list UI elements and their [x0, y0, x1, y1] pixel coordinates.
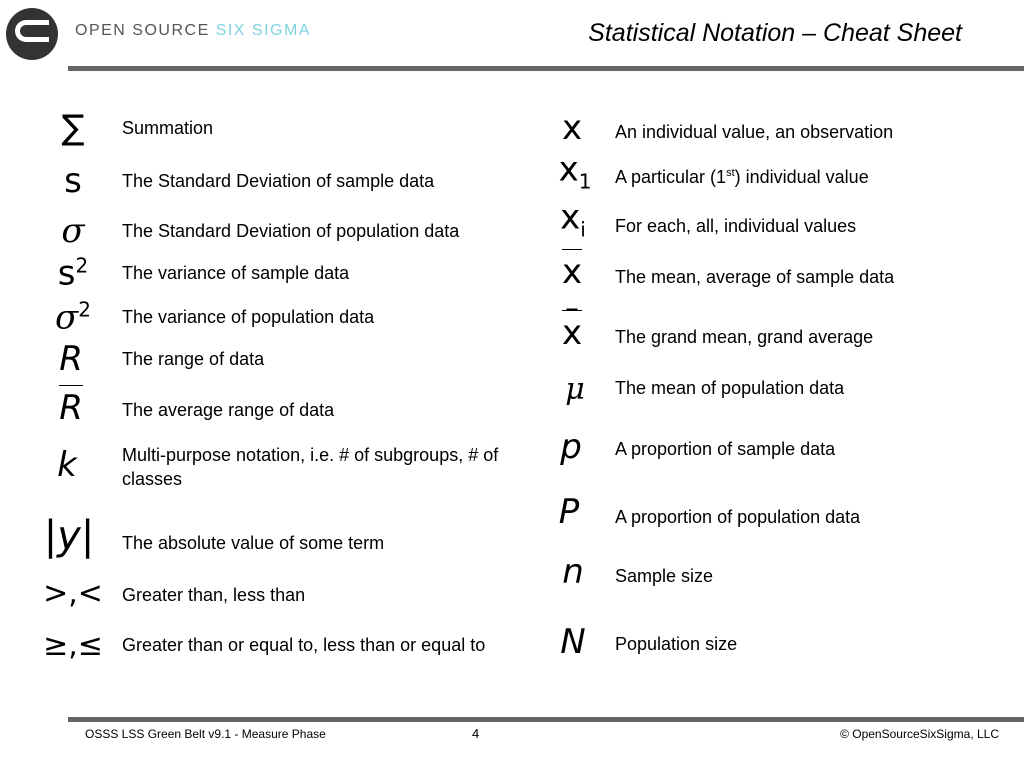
base: σ: [55, 297, 79, 338]
notation-desc: The absolute value of some term: [122, 533, 385, 553]
r-bar-symbol: [26, 388, 116, 428]
notation-desc: Sample size: [615, 566, 714, 586]
base: R: [59, 385, 83, 428]
summation-symbol: ∑: [61, 108, 85, 148]
base: s: [57, 253, 76, 294]
sigma-symbol: σ: [61, 211, 85, 251]
sigma-squared-symbol: [28, 297, 118, 338]
footer-copyright: © OpenSourceSixSigma, LLC: [840, 727, 999, 741]
s-symbol: s: [64, 161, 82, 201]
desc-text: A particular (1: [615, 167, 727, 187]
greater-less-symbol: >,<: [43, 576, 103, 611]
notation-desc: For each, all, individual values: [615, 216, 857, 236]
notation-desc: Greater than, less than: [122, 585, 306, 605]
r-symbol: R: [59, 339, 83, 379]
greater-equal-symbol: ≥,≤: [43, 628, 103, 663]
notation-desc: The Standard Deviation of population data: [122, 221, 460, 241]
base: x: [558, 149, 579, 190]
capital-p-symbol: P: [558, 492, 580, 532]
logo-mark: [15, 20, 49, 42]
x-double-bar-symbol: [527, 313, 617, 353]
logo: [6, 8, 58, 60]
p-symbol: p: [560, 427, 582, 467]
desc-text: ) individual value: [734, 167, 869, 187]
ordinal-suffix: st: [726, 167, 735, 179]
base: x: [560, 197, 581, 238]
x-bar-symbol: [527, 252, 617, 292]
notation-desc: The average range of data: [122, 400, 335, 420]
notation-desc: Multi-purpose notation, i.e. # of subgroups, # of classes: [122, 445, 499, 489]
page-number: 4: [472, 726, 480, 741]
brand-accent: SIX SIGMA: [215, 22, 311, 39]
xi-symbol: [528, 197, 618, 242]
subscript: 1: [578, 169, 592, 194]
notation-desc: Population size: [615, 634, 738, 654]
k-symbol: k: [57, 445, 77, 485]
notation-desc: The variance of sample data: [122, 263, 350, 283]
notation-desc: The variance of population data: [122, 307, 375, 327]
notation-desc: The mean, average of sample data: [615, 267, 895, 287]
x-symbol: x: [561, 108, 583, 148]
notation-desc: The Standard Deviation of sample data: [122, 171, 435, 191]
notation-desc: A proportion of sample data: [615, 439, 836, 459]
notation-desc: An individual value, an observation: [615, 122, 894, 142]
notation-desc: A proportion of population data: [615, 507, 861, 527]
brand-name: [75, 22, 311, 40]
x1-symbol: [530, 149, 620, 194]
absolute-value-symbol: |y|: [43, 513, 95, 559]
slide-title: Statistical Notation – Cheat Sheet: [588, 19, 962, 47]
subscript: i: [580, 217, 586, 242]
notation-desc: The range of data: [122, 349, 265, 369]
header-divider: [68, 66, 1024, 71]
base: x: [562, 249, 582, 292]
brand-main: OPEN SOURCE: [75, 22, 216, 39]
notation-desc: The grand mean, grand average: [615, 327, 874, 347]
notation-desc: Summation: [122, 118, 214, 138]
notation-desc: Greater than or equal to, less than or equal to: [122, 635, 486, 655]
mu-symbol: μ: [565, 372, 585, 407]
notation-desc: [615, 161, 869, 189]
base: x: [562, 310, 582, 353]
footer-course: OSSS LSS Green Belt v9.1 - Measure Phase: [85, 727, 326, 741]
exponent: 2: [75, 253, 89, 278]
notation-desc: The mean of population data: [615, 378, 845, 398]
footer-divider: [68, 717, 1024, 722]
s-squared-symbol: [28, 253, 118, 294]
n-symbol: n: [562, 552, 584, 592]
exponent: 2: [78, 297, 91, 322]
capital-n-symbol: N: [560, 622, 586, 662]
